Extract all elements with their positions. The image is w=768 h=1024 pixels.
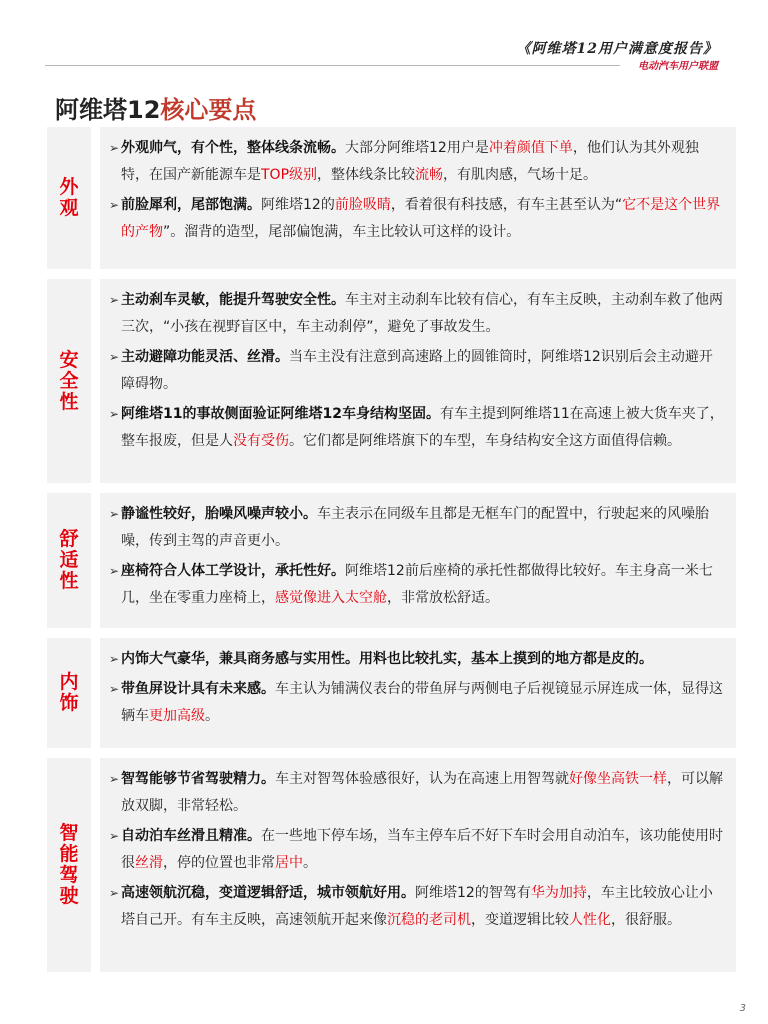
highlight-text: 丝滑 xyxy=(135,855,163,871)
bullet-item xyxy=(109,646,724,673)
section-body xyxy=(100,493,736,628)
bullet-text: 阿维塔12前后座椅的承托性都做得比较好。车主身高一米七几，坐在零重力座椅上， xyxy=(121,563,713,606)
section-safety xyxy=(47,279,736,483)
section-smart-driving xyxy=(47,758,736,972)
report-title: 《阿维塔12用户满意度报告》 xyxy=(516,41,718,57)
bullet-lead: 主动刹车灵敏，能提升驾驶安全性。 xyxy=(121,292,345,308)
bullet-lead: 前脸犀利，尾部饱满。 xyxy=(121,197,261,213)
highlight-text: 没有受伤 xyxy=(233,433,289,449)
bullet-text: ，车主比较放心让小塔自己开。有车主反映，高速领航开起来像 xyxy=(121,885,713,928)
bullet-item xyxy=(109,401,724,455)
highlight-text: 华为加持 xyxy=(530,885,587,901)
bullet-lead: 静谧性较好，胎噪风噪声较小。 xyxy=(121,506,317,522)
section-appearance xyxy=(47,127,736,269)
bullet-lead: 阿维塔11的事故侧面验证阿维塔12车身结构坚固。 xyxy=(121,406,440,422)
bullet-text: 在一些地下停车场，当车主停车后不好下车时会用自动泊车，该功能使用时很 xyxy=(121,828,723,871)
bullet-text: 。它们都是阿维塔旗下的车型，车身结构安全这方面值得信赖。 xyxy=(289,433,681,449)
bullet-text: ，看着很有科技感，有车主甚至认为“ xyxy=(390,197,623,213)
bullet-item xyxy=(109,766,724,820)
highlight-text: 好像坐高铁一样 xyxy=(569,771,667,787)
arrow-bullet-icon: ➢ xyxy=(109,829,120,843)
section-body xyxy=(100,279,736,483)
page-title xyxy=(55,90,256,125)
bullet-lead: 座椅符合人体工学设计，承托性好。 xyxy=(121,563,345,579)
bullet-text: ”。溜背的造型，尾部偏饱满，车主比较认可这样的设计。 xyxy=(163,224,521,240)
category-label: 舒适性 xyxy=(59,528,79,592)
bullet-text: 阿维塔12的智驾有 xyxy=(415,885,531,901)
bullet-text: 阿维塔12的 xyxy=(261,197,335,213)
arrow-bullet-icon: ➢ xyxy=(109,407,120,421)
bullet-text: 有车主提到阿维塔11在高速上被大货车夹了，整车报废，但是人 xyxy=(121,406,724,449)
bullet-text: ，可以解放双脚，非常轻松。 xyxy=(121,771,723,814)
bullet-text: ，他们认为其外观独特，在国产新能源车是 xyxy=(121,140,699,183)
page-title-prefix: 阿维塔12 xyxy=(55,96,161,124)
category-tab xyxy=(47,279,91,483)
category-tab xyxy=(47,638,91,748)
bullet-lead: 外观帅气，有个性，整体线条流畅。 xyxy=(121,140,345,156)
section-body xyxy=(100,758,736,972)
bullet-lead: 带鱼屏设计具有未来感。 xyxy=(121,681,275,697)
bullet-lead: 内饰大气豪华，兼具商务感与实用性。用料也比较扎实，基本上摸到的地方都是皮的。 xyxy=(121,651,653,667)
org-name: 电动汽车用户联盟 xyxy=(638,61,718,72)
bullet-text: 。 xyxy=(205,708,219,724)
arrow-bullet-icon: ➢ xyxy=(109,293,120,307)
bullet-text: 。 xyxy=(303,855,317,871)
arrow-bullet-icon: ➢ xyxy=(109,198,120,212)
arrow-bullet-icon: ➢ xyxy=(109,886,120,900)
bullet-text: 大部分阿维塔12用户是 xyxy=(345,140,489,156)
bullet-text: 车主对智驾体验感很好，认为在高速上用智驾就 xyxy=(275,771,569,787)
category-label: 内饰 xyxy=(59,671,79,714)
bullet-lead: 主动避障功能灵活、丝滑。 xyxy=(121,349,289,365)
bullet-lead: 智驾能够节省驾驶精力。 xyxy=(121,771,275,787)
bullet-item xyxy=(109,558,724,612)
bullet-text: ，停的位置也非常 xyxy=(163,855,275,871)
highlight-text: 更加高级 xyxy=(149,708,205,724)
bullet-item xyxy=(109,676,724,730)
bullet-lead: 自动泊车丝滑且精准。 xyxy=(121,828,261,844)
bullet-item xyxy=(109,287,724,341)
category-label: 安全性 xyxy=(59,348,79,413)
arrow-bullet-icon: ➢ xyxy=(109,652,120,666)
category-label: 外观 xyxy=(59,176,79,219)
arrow-bullet-icon: ➢ xyxy=(109,564,120,578)
bullet-text: ，变道逻辑比较 xyxy=(471,912,569,928)
bullet-item xyxy=(109,192,724,246)
bullet-text: 当车主没有注意到高速路上的圆锥筒时，阿维塔12识别后会主动避开障碍物。 xyxy=(121,349,713,392)
arrow-bullet-icon: ➢ xyxy=(109,141,120,155)
highlight-text: 感觉像进入太空舱 xyxy=(275,590,387,606)
page-number: 3 xyxy=(739,1003,746,1014)
bullet-item xyxy=(109,135,724,189)
section-body xyxy=(100,127,736,269)
arrow-bullet-icon: ➢ xyxy=(109,772,120,786)
bullet-text: 车主对主动刹车比较有信心，有车主反映，主动刹车救了他两三次，“小孩在视野盲区中，车主动刹停”，避免了事故发生。 xyxy=(121,292,723,335)
bullet-text: ，有肌肉感，气场十足。 xyxy=(443,167,598,183)
highlight-text: 冲着颜值下单 xyxy=(488,140,573,156)
section-comfort xyxy=(47,493,736,628)
bullet-text: 车主认为铺满仪表台的带鱼屏与两侧电子后视镜显示屏连成一体，显得这辆车 xyxy=(121,681,723,724)
bullet-item xyxy=(109,501,724,555)
highlight-text: 人性化 xyxy=(569,912,611,928)
highlight-text: TOP级别 xyxy=(261,167,318,183)
page-title-highlight: 核心要点 xyxy=(160,96,257,124)
header-divider xyxy=(45,65,620,66)
category-label: 智能驾驶 xyxy=(59,822,79,907)
bullet-text: ，非常放松舒适。 xyxy=(387,590,499,606)
section-body xyxy=(100,638,736,748)
bullet-item xyxy=(109,823,724,877)
category-tab xyxy=(47,127,91,269)
bullet-lead: 高速领航沉稳，变道逻辑舒适，城市领航好用。 xyxy=(121,885,415,901)
category-tab xyxy=(47,493,91,628)
highlight-text: 流畅 xyxy=(415,167,444,183)
bullet-text: ，整体线条比较 xyxy=(317,167,416,183)
arrow-bullet-icon: ➢ xyxy=(109,682,120,696)
highlight-text: 沉稳的老司机 xyxy=(387,912,471,928)
highlight-text: 居中 xyxy=(275,855,303,871)
section-interior xyxy=(47,638,736,748)
bullet-text: ，很舒服。 xyxy=(611,912,681,928)
category-tab xyxy=(47,758,91,972)
bullet-text: 车主表示在同级车且都是无框车门的配置中，行驶起来的风噪胎噪，传到主驾的声音更小。 xyxy=(121,506,709,549)
arrow-bullet-icon: ➢ xyxy=(109,350,120,364)
highlight-text: 它不是这个世界的产物 xyxy=(121,197,721,240)
highlight-text: 前脸吸睛 xyxy=(334,197,391,213)
bullet-item xyxy=(109,344,724,398)
bullet-item xyxy=(109,880,724,934)
arrow-bullet-icon: ➢ xyxy=(109,507,120,521)
